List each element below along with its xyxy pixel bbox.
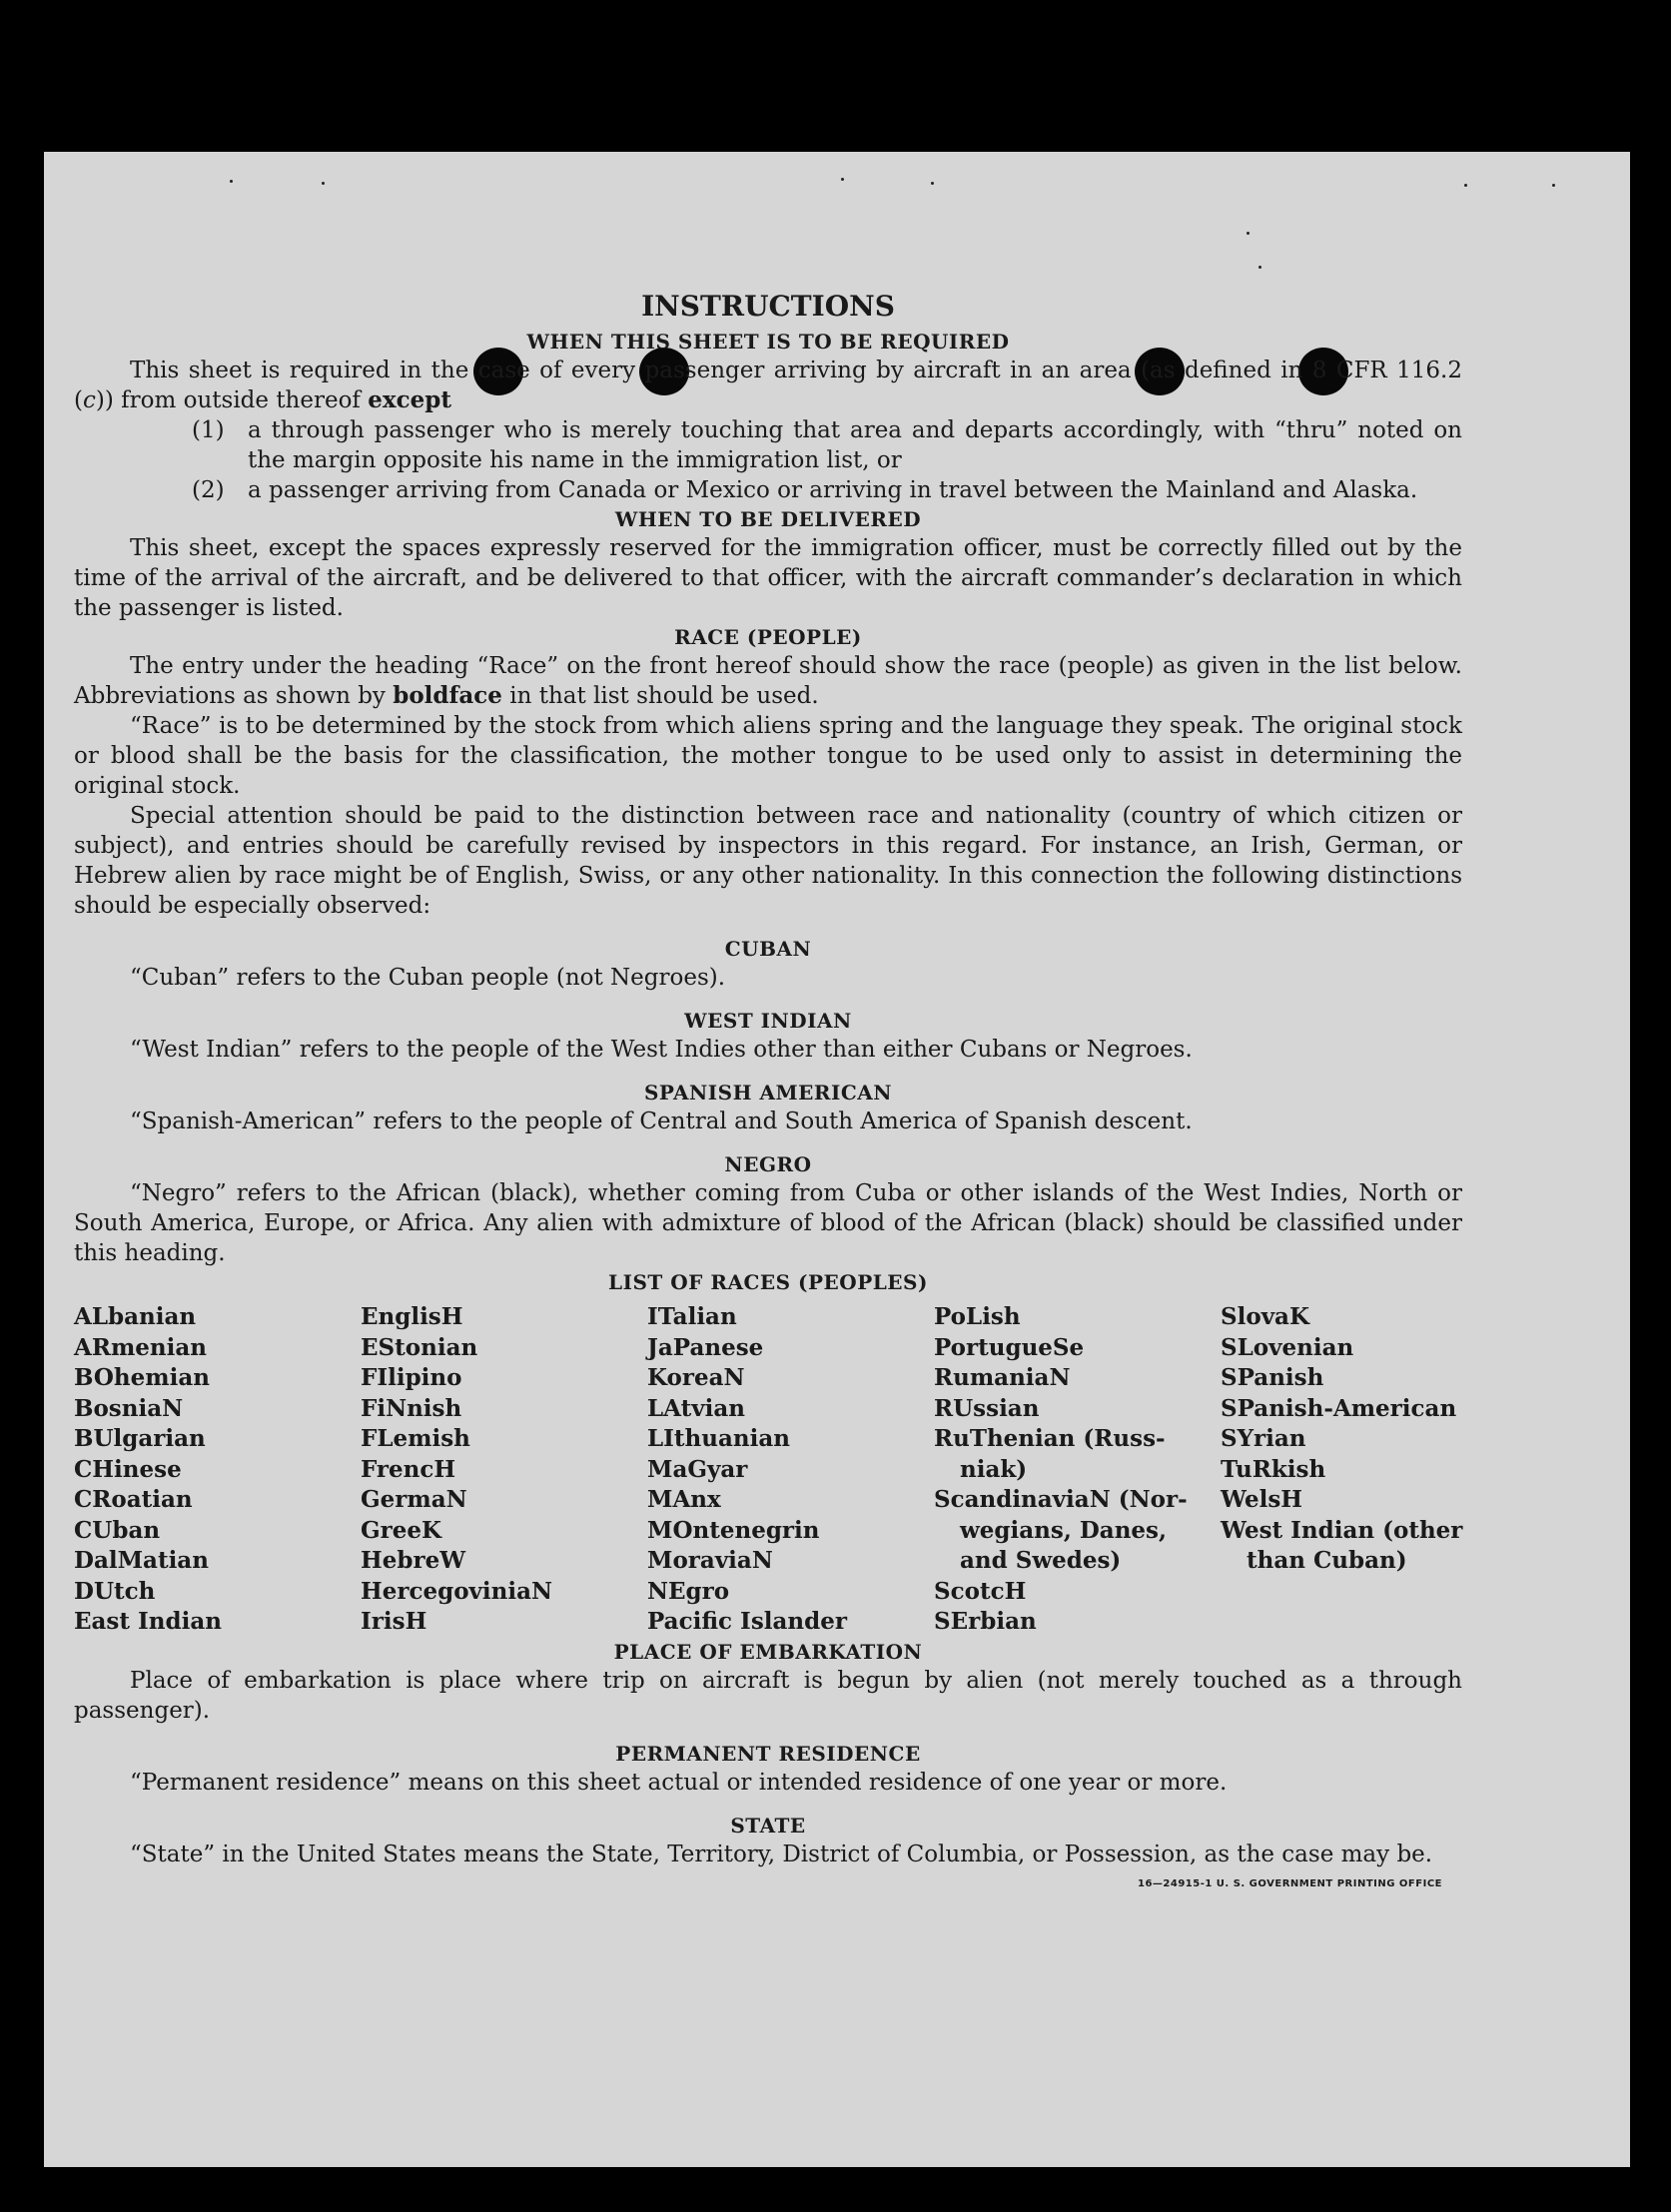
race-entry: RuThenian (Russ- [934, 1425, 1166, 1452]
race-entry: FrencH [361, 1455, 456, 1483]
heading-west-indian: WEST INDIAN [684, 1009, 852, 1033]
race-entry: NEgro [647, 1577, 730, 1605]
race-entry: SLovenian [1221, 1333, 1354, 1361]
races-column [361, 1302, 647, 1638]
heading-when-required: WHEN THIS SHEET IS TO BE REQUIRED [526, 330, 1010, 354]
race-entry: RUssian [934, 1394, 1040, 1422]
race-entry: HercegoviniaN [361, 1577, 553, 1605]
race-entry: FIlipino [361, 1364, 462, 1391]
paragraph-negro: “Negro” refers to the African (black), whether coming from Cuba or other islands of the West Indies, North or South America, Europe, or Africa. Any alien with admixture of blood of the African (black) should be classified under this heading. [74, 1180, 1462, 1266]
race-entry-continued: wegians, Danes, [960, 1516, 1167, 1544]
speck [841, 178, 844, 181]
paragraph-embarkation: Place of embarkation is place where trip on aircraft is begun by alien (not merely touched as a through passenger). [74, 1667, 1462, 1724]
heading-cuban: CUBAN [724, 937, 812, 961]
race-entry: ScandinaviaN (Nor- [934, 1486, 1188, 1513]
race-entry: ARmenian [74, 1333, 208, 1361]
race-entry: JaPanese [647, 1333, 764, 1361]
printing-office-imprint: 16—24915-1 U. S. GOVERNMENT PRINTING OFFICE [1138, 1877, 1442, 1889]
race-entry: ScotcH [934, 1577, 1027, 1605]
race-entry: PortugueSe [934, 1333, 1085, 1361]
race-entry: BUlgarian [74, 1425, 206, 1452]
race-entry: East Indian [74, 1608, 222, 1635]
race-entry-continued: niak) [960, 1455, 1028, 1483]
races-column [934, 1302, 1221, 1638]
races-list [74, 1302, 1462, 1638]
race-entry: DalMatian [74, 1547, 209, 1574]
paragraph-west-indian: “West Indian” refers to the people of the West Indies other than either Cubans or Negroes. [130, 1037, 1193, 1063]
race-entry: EnglisH [361, 1303, 463, 1330]
race-entry: SErbian [934, 1608, 1037, 1635]
paragraph-when-delivered: This sheet, except the spaces expressly reserved for the immigration officer, must be correctly filled out by the time of the arrival of the aircraft, and be delivered to that officer, with the aircraft commander’s declaration in which the passenger is listed. [74, 535, 1462, 621]
race-entry: CHinese [74, 1455, 182, 1483]
race-entry: ITalian [647, 1303, 737, 1330]
heading-list-of-races: LIST OF RACES (PEOPLES) [608, 1270, 928, 1294]
list-item: (1) a through passenger who is merely touching that area and departs accordingly, with “thru” noted on the margin opposite his name in the immigration list, or [192, 417, 1462, 473]
races-column [647, 1302, 934, 1638]
race-entry: EStonian [361, 1333, 478, 1361]
instructions-text [74, 290, 1462, 1899]
race-entry: PoLish [934, 1303, 1021, 1330]
speck [1247, 232, 1250, 235]
race-entry: CRoatian [74, 1486, 193, 1513]
race-entry: MOntenegrin [647, 1516, 820, 1544]
race-entry: ALbanian [74, 1303, 197, 1330]
speck [931, 182, 934, 185]
race-entry: SPanish-American [1221, 1394, 1457, 1422]
race-entry: CUban [74, 1516, 161, 1544]
paragraph-race-2: “Race” is to be determined by the stock from which aliens spring and the language they speak. The original stock or blood shall be the basis for the classification, the mother tongue to be used only to assist in determining the original stock. [74, 713, 1462, 799]
race-entry: KoreaN [647, 1364, 745, 1391]
race-entry: FiNnish [361, 1394, 462, 1422]
speck [230, 180, 233, 183]
races-column [1221, 1302, 1463, 1638]
race-entry: West Indian (other [1221, 1516, 1463, 1544]
races-column [74, 1302, 361, 1638]
paragraph-spanish-american: “Spanish-American” refers to the people of Central and South America of Spanish descent. [130, 1108, 1193, 1134]
speck [1552, 184, 1555, 187]
speck [322, 182, 325, 185]
race-entry: SPanish [1221, 1364, 1324, 1391]
race-entry: RumaniaN [934, 1364, 1071, 1391]
race-entry: BosniaN [74, 1394, 184, 1422]
race-entry: MaGyar [647, 1455, 748, 1483]
footer-row [74, 1869, 1462, 1899]
paragraph-race-1: The entry under the heading “Race” on the front hereof should show the race (people) as given in the list below. Abbreviations as shown by boldface in that list should be used. [74, 653, 1462, 709]
race-entry: IrisH [361, 1608, 427, 1635]
race-entry: MoraviaN [647, 1547, 773, 1574]
paragraph-permanent-residence: “Permanent residence” means on this sheet actual or intended residence of one year or more. [130, 1769, 1228, 1796]
heading-state: STATE [730, 1813, 806, 1838]
heading-negro: NEGRO [724, 1152, 812, 1176]
race-entry: TuRkish [1221, 1455, 1326, 1483]
race-entry: GreeK [361, 1516, 442, 1544]
race-entry: MAnx [647, 1486, 721, 1513]
race-entry: LAtvian [647, 1394, 745, 1422]
speck [1258, 266, 1261, 269]
heading-permanent-residence: PERMANENT RESIDENCE [615, 1741, 921, 1766]
paragraph-cuban: “Cuban” refers to the Cuban people (not Negroes). [130, 965, 726, 991]
race-entry: SlovaK [1221, 1303, 1309, 1330]
speck [1464, 184, 1467, 187]
race-entry: BOhemian [74, 1364, 210, 1391]
race-entry: HebreW [361, 1547, 466, 1574]
heading-race: RACE (PEOPLE) [674, 625, 862, 649]
heading-spanish-american: SPANISH AMERICAN [643, 1081, 893, 1105]
race-entry: LIthuanian [647, 1425, 790, 1452]
race-entry: SYrian [1221, 1425, 1306, 1452]
race-entry-continued: than Cuban) [1247, 1547, 1407, 1574]
heading-when-delivered: WHEN TO BE DELIVERED [614, 507, 922, 531]
race-entry: DUtch [74, 1577, 156, 1605]
race-entry: FLemish [361, 1425, 470, 1452]
race-entry: GermaN [361, 1486, 467, 1513]
paragraph-state: “State” in the United States means the State, Territory, District of Columbia, or Possession, as the case may be. [130, 1841, 1433, 1867]
paragraph-race-3: Special attention should be paid to the distinction between race and nationality (country of which citizen or subject), and entries should be carefully revised by inspectors in this regard. For instance, an Irish, German, or Hebrew alien by race might be of English, Swiss, or any other nationality. In this connection the following distinctions should be especially observed: [74, 803, 1462, 919]
list-item: (2) a passenger arriving from Canada or Mexico or arriving in travel between the Mainland and Alaska. [192, 477, 1418, 503]
page-title: INSTRUCTIONS [641, 290, 895, 323]
race-entry: Pacific Islander [647, 1608, 847, 1635]
race-entry-continued: and Swedes) [960, 1547, 1122, 1574]
race-entry: WelsH [1221, 1486, 1303, 1513]
heading-embarkation: PLACE OF EMBARKATION [613, 1639, 923, 1664]
paragraph-when-required: This sheet is required in the case of every passenger arriving by aircraft in an area (as defined in 8 CFR 116.2 (c)) from outside thereof except [74, 358, 1462, 413]
